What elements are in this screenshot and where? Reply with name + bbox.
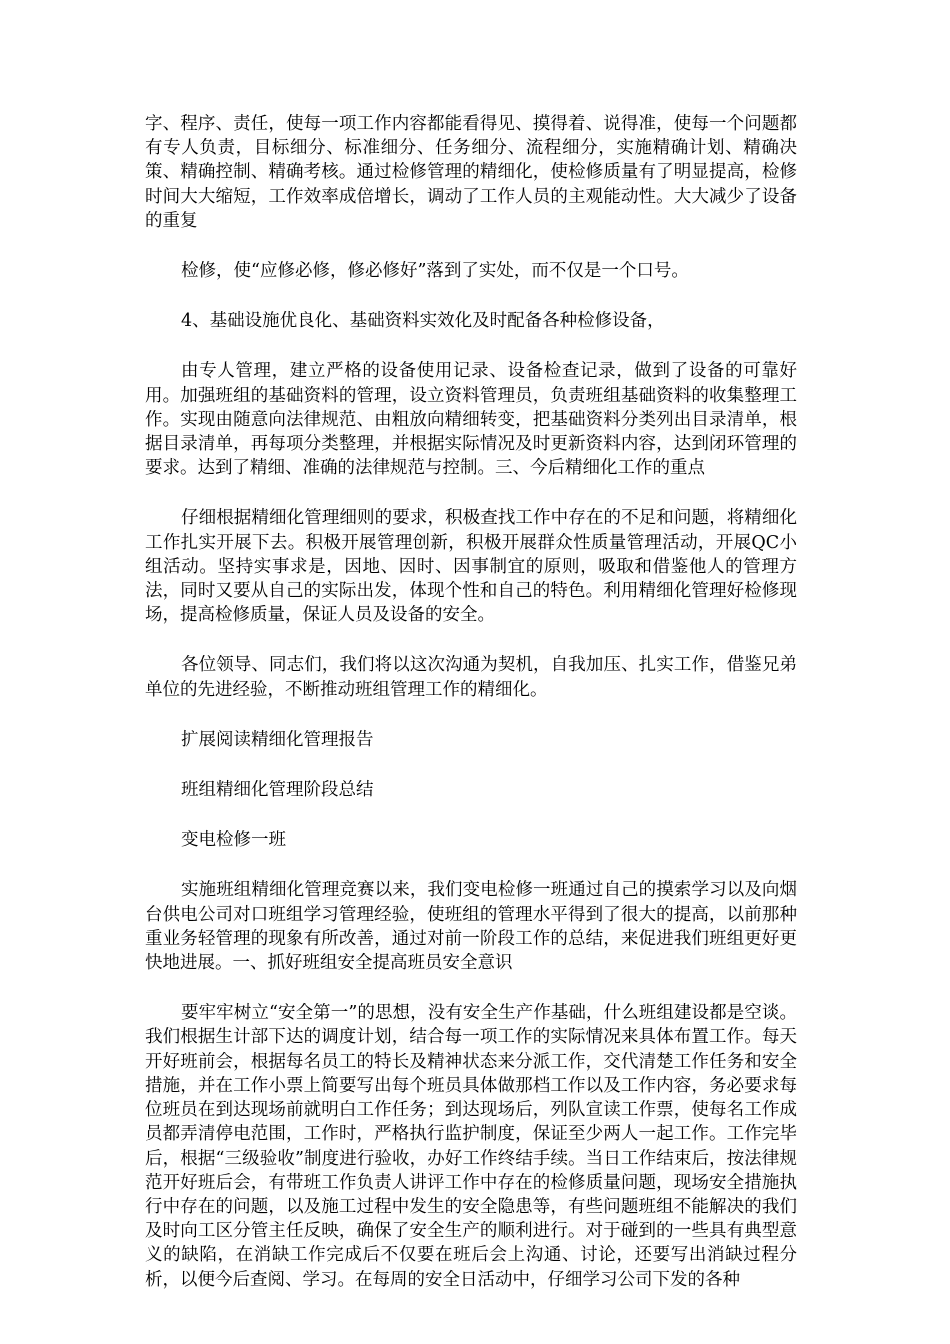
paragraph-safety-first: 要牢牢树立“安全第一”的思想，没有安全生产作基础，什么班组建设都是空谈。我们根据生计部下达的调度计划，结合每一项工作的实际情况来具体布置工作。每天开好班前会，根据每名员工的特长及精神状态来分派工作，交代清楚工作任务和安全措施，并在工作小票上简要写出每个班员具体做那档工作以及工作内容，务必要求每位班员在到达现场前就明白工作任务；到达现场后，列队宣读工作票，使每名工作成员都弄清停电范围，工作时，严格执行监护制度，保证至少两人一起工作。工作完毕后，根据“三级验收”制度进行验收，办好工作终结手续。当日工作结束后，按法律规范开好班后会，有带班工作负责人讲评工作中存在的检修质量问题，现场安全措施执行中存在的问题，以及施工过程中发生的安全隐患等，有些问题班组不能解决的我们及时向工区分管主任反映，确保了安全生产的顺利进行。对于碰到的一些具有典型意义的缺陷，在消缺工作完成后不仅要在班后会上沟通、讨论，还要写出消缺过程分析，以便今后查阅、学习。在每周的安全日活动中，仔细学习公司下发的各种 xyxy=(145,1003,797,1290)
paragraph-introduction: 实施班组精细化管理竞赛以来，我们变电检修一班通过自己的摸索学习以及向烟台供电公司对口班组学习管理经验，使班组的管理水平得到了很大的提高，以前那种重业务轻管理的现象有所改善，通过对前一阶段工作的总结，来促进我们班组更好更快地进展。一、抓好班组安全提高班员安全意识 xyxy=(145,880,797,974)
paragraph-stage-summary-title: 班组精细化管理阶段总结 xyxy=(181,780,374,801)
paragraph-continued-text: 字、程序、责任，使每一项工作内容都能看得见、摸得着、说得准，使每一个问题都有专人负责，目标细分、标准细分、任务细分、流程细分，实施精确计划、精确决策、精确控制、精确考核。通过检修管理的精细化，使检修质量有了明显提高，检修时间大大缩短，工作效率成倍增长，调动了工作人员的主观能动性。大大减少了设备的重复 xyxy=(145,114,797,231)
paragraph-refinement-requirements: 仔细根据精细化管理细则的要求，积极查找工作中存在的不足和问题，将精细化工作扎实开展下去。积极开展管理创新，积极开展群众性质量管理活动，开展QC小组活动。坚持实事求是，因地、因时、因事制宜的原则，吸取和借鉴他人的管理方法，同时又要从自己的实际出发，体现个性和自己的特色。利用精细化管理好检修现场，提高检修质量，保证人员及设备的安全。 xyxy=(145,508,797,626)
paragraph-closing-remarks: 各位领导、同志们，我们将以这次沟通为契机，自我加压、扎实工作，借鉴兄弟单位的先进经验，不断推动班组管理工作的精细化。 xyxy=(145,655,797,700)
document-body xyxy=(145,112,797,1318)
paragraph-team-name: 变电检修一班 xyxy=(181,830,286,851)
paragraph-heading-infrastructure: 4、基础设施优良化、基础资料实效化及时配备各种检修设备， xyxy=(181,311,665,332)
paragraph-dedicated-management: 由专人管理，建立严格的设备使用记录、设备检查记录，做到了设备的可靠好用。加强班组的基础资料的管理，设立资料管理员，负责班组基础资料的收集整理工作。实现由随意向法律规范、由粗放向精细转变，把基础资料分类列出目录清单，根据目录清单，再每项分类整理，并根据实际情况及时更新资料内容，达到闭环管理的要求。达到了精细、准确的法律规范与控制。三、今后精细化工作的重点 xyxy=(145,361,797,479)
paragraph-extended-reading-title: 扩展阅读精细化管理报告 xyxy=(181,729,374,750)
paragraph-maintenance-slogan: 检修，使“应修必修，修必修好”落到了实处，而不仅是一个口号。 xyxy=(181,261,689,282)
